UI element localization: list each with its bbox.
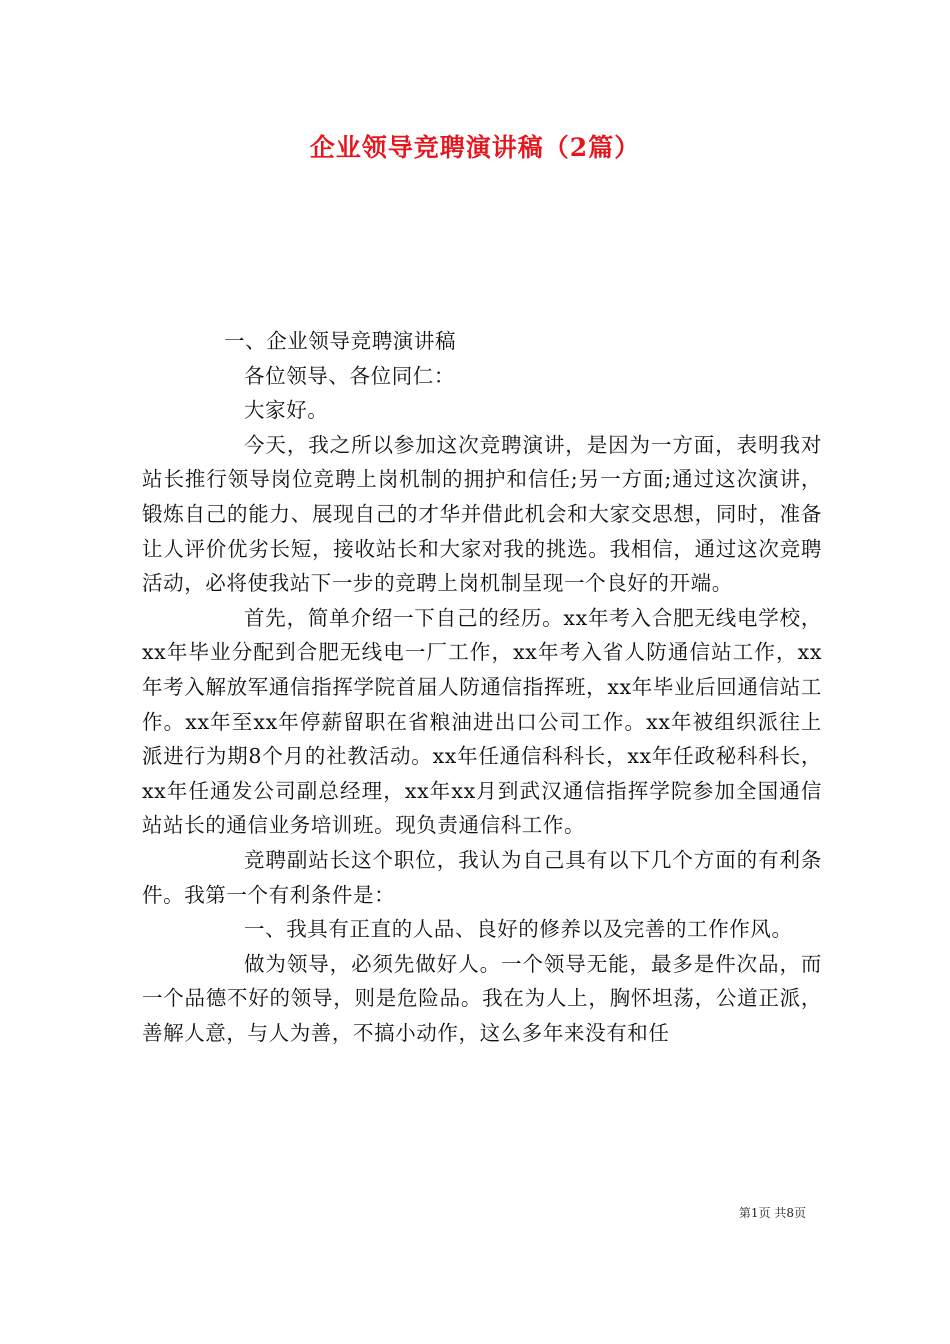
body-paragraph: 做为领导，必须先做好人。一个领导无能，最多是件次品，而一个品德不好的领导，则是危险品。我在为人上，胸怀坦荡，公道正派，善解人意，与人为善，不搞小动作，这么多年来没有和任: [142, 951, 822, 1045]
document-body: [142, 324, 822, 1050]
greeting: 大家好。: [244, 398, 329, 423]
section-heading: 一、企业领导竞聘演讲稿: [224, 329, 457, 353]
subheading: 一、我具有正直的人品、良好的修养以及完善的工作作风。: [244, 917, 793, 942]
body-paragraph: 首先，简单介绍一下自己的经历。xx年考入合肥无线电学校，xx年毕业分配到合肥无线电一厂工作，xx年考入省人防通信站工作，xx年考入解放军通信指挥学院首届人防通信指挥班，xx年毕业后回通信站工作。xx年至xx年停薪留职在省粮油进出口公司工作。xx年被组织派往上派进行为期8个月的社教活动。xx年任通信科科长，xx年任政秘科科长，xx年任通发公司副总经理，xx年xx月到武汉通信指挥学院参加全国通信站站长的通信业务培训班。现负责通信科工作。: [142, 605, 822, 838]
body-paragraph: 竞聘副站长这个职位，我认为自己具有以下几个方面的有利条件。我第一个有利条件是：: [142, 847, 822, 907]
document-title: 企业领导竞聘演讲稿（2篇）: [309, 133, 641, 162]
page-indicator: 第1页 共8页: [738, 1206, 806, 1220]
body-paragraph: 今天，我之所以参加这次竞聘演讲，是因为一方面，表明我对站长推行领导岗位竞聘上岗机制的拥护和信任;另一方面;通过这次演讲，锻炼自己的能力、展现自己的才华并借此机会和大家交思想，同时，准备让人评价优劣长短，接收站长和大家对我的挑选。我相信，通过这次竞聘活动，必将使我站下一步的竞聘上岗机制呈现一个良好的开端。: [142, 432, 822, 596]
salutation: 各位领导、各位同仁：: [244, 363, 455, 388]
